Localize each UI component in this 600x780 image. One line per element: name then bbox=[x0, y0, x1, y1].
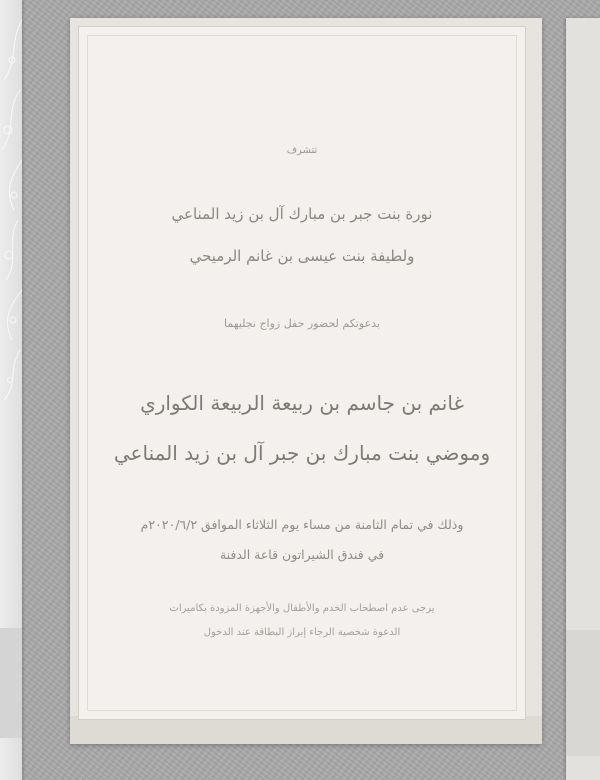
left-invitation-card-edge bbox=[0, 0, 22, 780]
card-bottom-strip bbox=[70, 716, 542, 744]
host-2-line: ولطيفة بنت عيسى بن غانم الرميحي bbox=[189, 247, 415, 265]
host-1-line: نورة بنت جبر بن مبارك آل بن زيد المناعي bbox=[171, 205, 433, 223]
invitation-card bbox=[70, 18, 542, 744]
venue-line: في فندق الشيراتون قاعة الدفنة bbox=[219, 547, 385, 562]
right-card-bottom-band bbox=[566, 630, 600, 756]
right-invitation-card-edge bbox=[566, 18, 600, 780]
invitation-panel bbox=[78, 26, 526, 720]
bride-line: وموضي بنت مبارك بن جبر آل بن زيد المناعي bbox=[113, 441, 491, 465]
note-line-1: يرجى عدم اصطحاب الخدم والأطفال والأجهزة المزودة بكاميرات bbox=[169, 603, 435, 614]
invite-line: بدعوتكم لحضور حفل زواج نجليهما bbox=[224, 317, 380, 330]
honor-line: تتشرف bbox=[286, 145, 318, 156]
floral-ornament-icon bbox=[0, 0, 22, 780]
groom-line: غانم بن جاسم بن ربيعة الربيعة الكواري bbox=[140, 391, 464, 415]
note-line-2: الدعوة شخصية الرجاء إبراز البطاقة عند الدخول bbox=[203, 627, 401, 638]
invitation-content bbox=[93, 27, 511, 719]
datetime-line: وذلك في تمام الثامنة من مساء يوم الثلاثاء الموافق ٢٠٢٠/٦/٢م bbox=[140, 517, 464, 532]
